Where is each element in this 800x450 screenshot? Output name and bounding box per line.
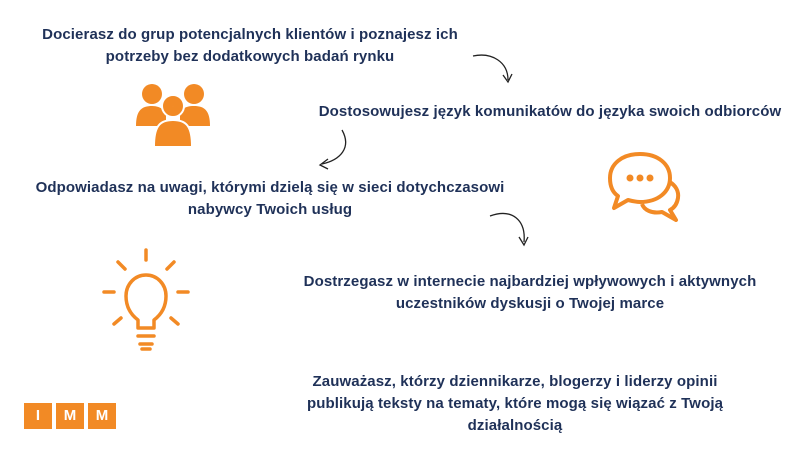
benefit-text-2: Dostosowujesz język komunikatów do języka swoich odbiorców [318,103,782,120]
lightbulb-icon [100,248,192,356]
logo-letter: M [88,403,116,429]
speech-bubbles-icon [606,150,686,222]
benefit-text-3: Odpowiadasz na uwagi, którymi dzielą się w sieci dotychczasowi nabywcy Twoich usług [35,179,505,218]
curved-arrow-icon [470,50,520,90]
logo-letter: I [24,403,52,429]
curved-arrow-icon [310,128,355,173]
benefit-text-4: Dostrzegasz w internecie najbardziej wpływowych i aktywnych uczestników dyskusji o Twojej marce [303,273,757,312]
curved-arrow-icon [488,208,538,253]
people-group-icon [132,82,214,146]
logo-letter: M [56,403,84,429]
benefit-text-1: Docierasz do grup potencjalnych klientów i poznajesz ich potrzeby bez dodatkowych badań rynku [42,26,458,65]
benefit-text-5: Zauważasz, którzy dziennikarze, blogerzy i liderzy opinii publikują teksty na tematy, które mogą się wiązać z Twoją działalnością [306,373,724,434]
imm-logo [24,403,116,429]
